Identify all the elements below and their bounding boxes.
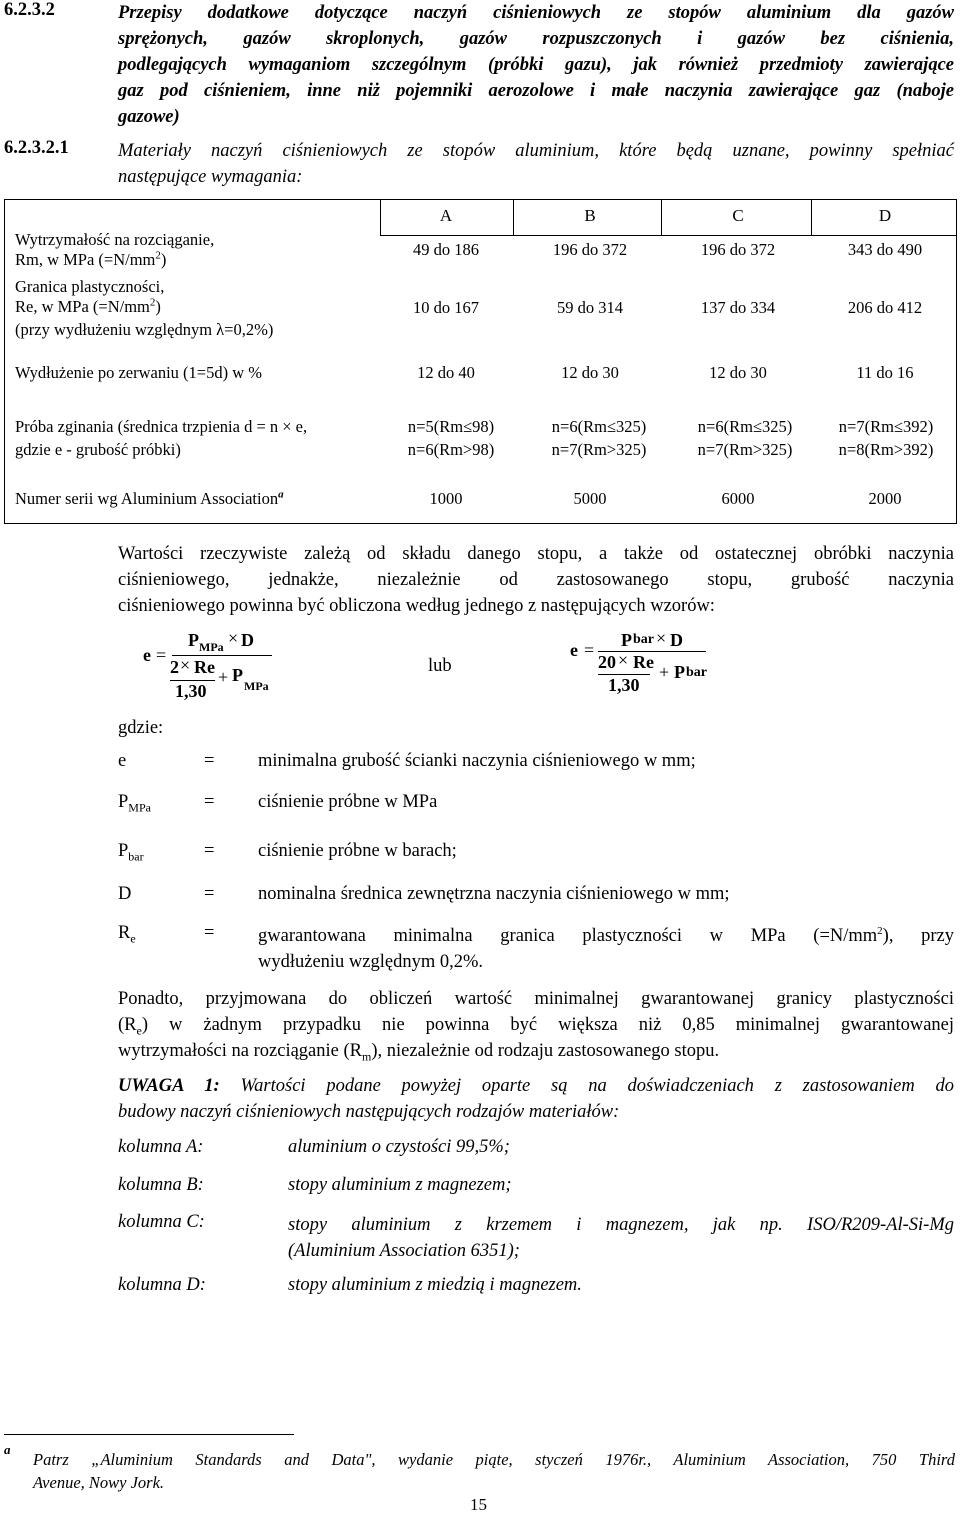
formula-times: ×	[228, 628, 239, 648]
series-footnote-mark: a	[278, 488, 284, 501]
header-col-c: C	[732, 206, 744, 225]
header-col-a: A	[439, 206, 453, 225]
elongation-label: Wydłużenie po zerwaniu (1=5d) w %	[15, 363, 263, 382]
column-c-item	[118, 1212, 954, 1264]
subsection-line: Materiały naczyń ciśnieniowych ze stopów aluminium, które będą uznane, powinny spełniać	[118, 141, 954, 161]
rm-value-b: 196 do 372	[552, 240, 628, 259]
para2-sub: m	[362, 1049, 372, 1064]
section-title-last-line: gazowe)	[118, 107, 180, 127]
footnote-text	[33, 1448, 955, 1494]
rm-value-c: 196 do 372	[700, 240, 776, 259]
formula-times: ×	[180, 655, 191, 675]
definition-text: ciśnienie próbne w barach;	[258, 841, 457, 861]
formula-re: Re	[194, 657, 215, 677]
bend-value-line: n=6(Rm≤325)	[551, 417, 647, 436]
para2-part: wytrzymałości na rozciąganie (R	[118, 1041, 362, 1061]
bend-value-line: n=8(Rm>392)	[838, 440, 934, 459]
bend-value-b	[524, 415, 674, 461]
formula-plus: +	[218, 667, 229, 687]
formula-e: e	[570, 640, 578, 660]
formula-eq: =	[584, 640, 595, 660]
column-key: kolumna D:	[118, 1275, 206, 1295]
definition-symbol-letter: R	[118, 923, 131, 943]
body-line: ciśnieniowego powinna być obliczona według jednego z następujących wzorów:	[118, 596, 715, 616]
definition-eq: =	[204, 841, 215, 861]
rm-label	[15, 230, 214, 270]
section-title-line: gaz pod ciśnieniem, inne niż pojemniki aerozolowe i małe naczynia zawierające gaz (naboje	[118, 81, 954, 101]
formula-lub: lub	[428, 656, 452, 676]
formula-d: D	[670, 630, 683, 650]
re-label-line: (przy wydłużeniu względnym λ=0,2%)	[15, 320, 274, 339]
formula-d: D	[241, 630, 254, 650]
formula-divisor: 1,30	[608, 675, 640, 695]
series-value-d: 2000	[868, 489, 902, 508]
formula-plus: +	[659, 662, 670, 682]
definition-eq: =	[204, 792, 215, 812]
column-value: stopy aluminium z magnezem;	[288, 1175, 512, 1195]
subsection-line: następujące wymagania:	[118, 167, 303, 187]
rm-label-line	[15, 250, 214, 270]
formula-divisor: 1,30	[175, 681, 207, 701]
header-col-d: D	[878, 206, 892, 225]
formula-e: e	[143, 645, 151, 665]
bend-value-d	[811, 415, 960, 461]
formula-mpa-sub: MPa	[199, 640, 224, 654]
re-value-a: 10 do 167	[413, 298, 479, 317]
formula-bar-sub: bar	[686, 665, 707, 680]
bend-test-label	[15, 415, 307, 461]
re-label-sup: 2	[149, 296, 156, 309]
uwaga-note	[118, 1073, 954, 1125]
elongation-value-c: 12 do 30	[709, 363, 767, 382]
formula-times: ×	[656, 628, 667, 648]
definition-text	[258, 923, 954, 975]
definition-text-line	[258, 923, 954, 949]
body-line: Wartości rzeczywiste zależą od składu danego stopu, a także od ostatecznej obróbki naczynia	[118, 544, 954, 564]
rm-value-d: 343 do 490	[847, 240, 923, 259]
definition-symbol-letter: P	[118, 841, 129, 861]
uwaga-line: budowy naczyń ciśnieniowych następujących rodzajów materiałów:	[118, 1102, 620, 1122]
uwaga-text: Wartości podane powyżej oparte są na doświadczeniach z zastosowaniem do	[240, 1076, 954, 1096]
elongation-value-a: 12 do 40	[417, 363, 475, 382]
para2-line	[118, 1038, 954, 1064]
elongation-value-b: 12 do 30	[561, 363, 619, 382]
re-label-text: Re, w MPa (=N/mm	[15, 297, 150, 316]
bend-value-line: n=7(Rm>325)	[697, 440, 793, 459]
definition-text-part: ), przy	[882, 926, 954, 946]
footnote-mark: a	[4, 1442, 11, 1457]
series-label	[15, 489, 284, 509]
definition-symbol-sub: bar	[128, 849, 144, 864]
bend-value-line: n=6(Rm>98)	[407, 440, 495, 459]
bend-value-a	[381, 415, 521, 461]
re-value-b: 59 do 314	[557, 298, 623, 317]
rm-value-a: 49 do 186	[413, 240, 479, 259]
column-key: kolumna B:	[118, 1175, 204, 1195]
re-label-close: )	[155, 297, 161, 316]
formula-bar-sub: bar	[633, 632, 654, 647]
bend-value-c	[670, 415, 820, 461]
page-number: 15	[470, 1495, 487, 1514]
formula-times: ×	[618, 650, 629, 670]
footnote-line: Patrz „Aluminium Standards and Data", wydanie piąte, styczeń 1976r., Aluminium Association, 750 Third	[33, 1450, 955, 1469]
paragraph-2	[118, 986, 954, 1064]
uwaga-label: UWAGA 1:	[118, 1076, 220, 1096]
para2-part: ), niezależnie od rodzaju zastosowanego stopu.	[371, 1041, 720, 1061]
definition-eq: =	[204, 923, 215, 943]
definition-text: ciśnienie próbne w MPa	[258, 792, 438, 812]
definition-symbol	[118, 792, 151, 813]
bend-value-line: n=5(Rm≤98)	[407, 417, 495, 436]
materials-table	[4, 199, 957, 524]
rm-label-line: Wytrzymałość na rozciąganie,	[15, 230, 215, 249]
subsection-number: 6.2.3.2.1	[4, 138, 69, 158]
bend-value-line: n=7(Rm≤392)	[838, 417, 934, 436]
formula-two: 2	[170, 657, 179, 677]
formula-mpa-sub: MPa	[244, 679, 269, 693]
formula-re: Re	[633, 652, 654, 672]
definition-text-sup: 2	[877, 924, 883, 937]
elongation-value-d: 11 do 16	[856, 363, 914, 382]
column-value: aluminium o czystości 99,5%;	[288, 1137, 510, 1157]
para2-line	[118, 1012, 954, 1038]
formula-eq: =	[156, 645, 167, 665]
definition-eq: =	[204, 751, 215, 771]
para2-part: (R	[118, 1015, 137, 1035]
series-value-b: 5000	[573, 489, 607, 508]
header-col-b: B	[584, 206, 596, 225]
body-paragraph	[118, 541, 954, 619]
definition-text-line: wydłużeniu względnym 0,2%.	[258, 952, 484, 972]
definition-eq: =	[204, 884, 215, 904]
re-label-line	[15, 297, 273, 317]
definition-symbol-sub: e	[130, 931, 136, 946]
subsection-text	[118, 138, 954, 190]
series-value-a: 1000	[429, 489, 463, 508]
uwaga-line	[118, 1073, 954, 1099]
footnote-line: Avenue, Nowy Jork.	[33, 1473, 165, 1492]
definition-text: minimalna grubość ścianki naczynia ciśnieniowego w mm;	[258, 751, 696, 771]
body-line: ciśnieniowego, jednakże, niezależnie od zastosowanego stopu, grubość naczynia	[118, 570, 954, 590]
series-label-text: Numer serii wg Aluminium Association	[15, 489, 279, 508]
column-value: stopy aluminium z miedzią i magnezem.	[288, 1275, 582, 1295]
rm-label-close: )	[160, 250, 167, 269]
section-title	[118, 0, 954, 104]
re-label-line: Granica plastyczności,	[15, 277, 165, 296]
formula-p: P	[621, 630, 632, 650]
definition-symbol	[118, 923, 136, 944]
para2-sub: e	[136, 1023, 142, 1038]
bend-value-line: n=6(Rm≤325)	[697, 417, 793, 436]
definition-symbol: e	[118, 751, 127, 771]
formula-p: P	[674, 662, 685, 682]
definition-symbol: D	[118, 884, 132, 904]
para2-part: ) w żadnym przypadku nie powinna być większa niż 0,85 minimalnej gwarantowanej	[141, 1015, 954, 1035]
section-title-line: podlegających wymaganiom szczególnym (próbki gazu), jak również przedmioty zawierające	[118, 55, 954, 75]
column-value-line: (Aluminium Association 6351);	[288, 1241, 520, 1261]
definition-text: nominalna średnica zewnętrzna naczynia ciśnieniowego w mm;	[258, 884, 730, 904]
formula-p: P	[188, 630, 199, 650]
rm-label-text: Rm, w MPa (=N/mm	[15, 250, 156, 269]
bend-label-line: Próba zginania (średnica trzpienia d = n × e,	[15, 417, 308, 436]
column-key: kolumna A:	[118, 1137, 204, 1157]
bend-label-line: gdzie e - grubość próbki)	[15, 440, 181, 459]
definition-symbol-letter: P	[118, 792, 129, 812]
re-value-d: 206 do 412	[847, 298, 923, 317]
column-value	[288, 1212, 954, 1264]
section-title-line: sprężonych, gazów skroplonych, gazów rozpuszczonych i gazów bez ciśnienia,	[118, 29, 954, 49]
footnote-divider	[4, 1434, 294, 1435]
gdzie-label: gdzie:	[118, 718, 164, 738]
column-key: kolumna C:	[118, 1212, 205, 1232]
definition-symbol-sub: MPa	[128, 800, 151, 815]
section-number: 6.2.3.2	[4, 0, 55, 20]
bend-value-line: n=7(Rm>325)	[551, 440, 647, 459]
rm-label-sup: 2	[155, 249, 161, 262]
section-title-line: Przepisy dodatkowe dotyczące naczyń ciśnieniowych ze stopów aluminium dla gazów	[118, 3, 954, 23]
para2-line: Ponadto, przyjmowana do obliczeń wartość minimalnej gwarantowanej granicy plastyczności	[118, 989, 954, 1009]
formula-twenty: 20	[598, 652, 616, 672]
definition-symbol	[118, 841, 144, 862]
series-value-c: 6000	[721, 489, 755, 508]
column-value-line: stopy aluminium z krzemem i magnezem, jak np. ISO/R209-Al-Si-Mg	[288, 1215, 954, 1235]
definition-re	[118, 923, 954, 973]
re-value-c: 137 do 334	[700, 298, 776, 317]
definition-text-part: gwarantowana minimalna granica plastyczności w MPa (=N/mm	[258, 926, 878, 946]
formula-p: P	[232, 665, 243, 685]
re-label	[15, 277, 273, 340]
